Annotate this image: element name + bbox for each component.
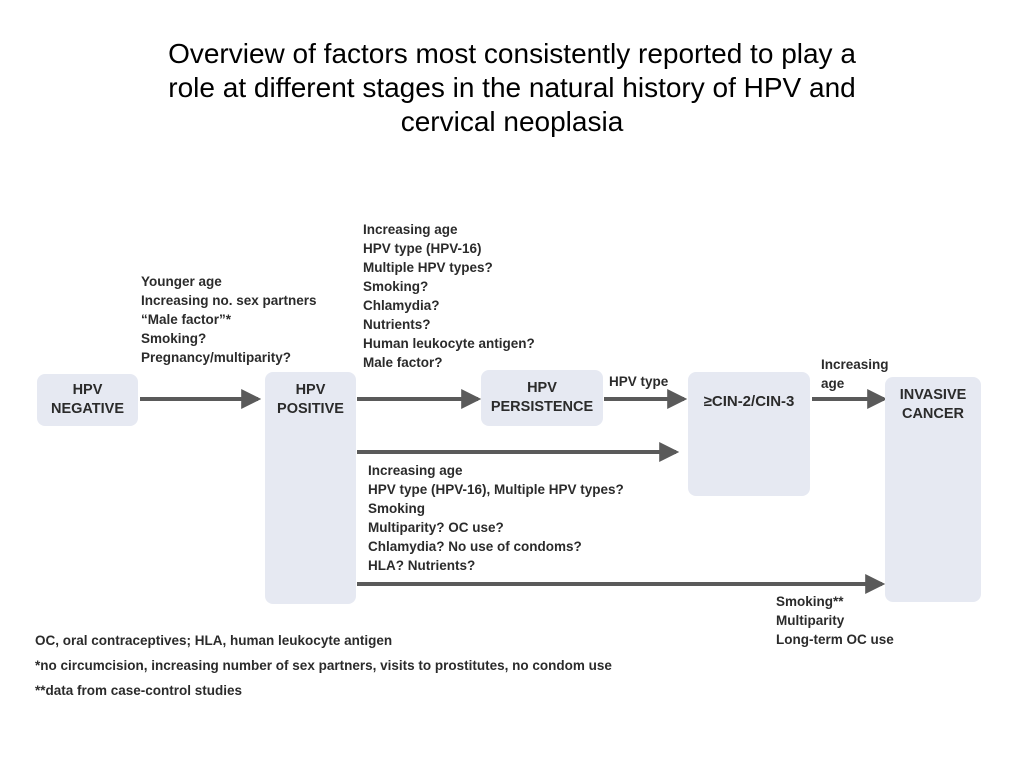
box-invasive-cancer-line-1: INVASIVE — [899, 387, 967, 403]
factor-item: Long-term OC use — [776, 632, 894, 647]
factors-persistence-to-cin — [609, 372, 668, 391]
title-line-2: role at different stages in the natural history of HPV and — [168, 72, 856, 103]
factor-item: age — [821, 376, 845, 391]
box-hpv-positive-line-1: HPV — [295, 382, 326, 398]
factor-item: Human leukocyte antigen? — [363, 336, 535, 351]
factor-item: Smoking? — [363, 279, 429, 294]
factors-positive-to-persistence — [363, 220, 535, 372]
factor-item: Smoking** — [776, 594, 844, 609]
footnote-abbreviations: OC, oral contraceptives; HLA, human leukocyte antigen — [35, 633, 393, 648]
box-invasive-cancer — [885, 377, 981, 602]
title-line-1: Overview of factors most consistently reported to play a — [168, 38, 856, 69]
factor-item: HLA? Nutrients? — [368, 558, 476, 573]
box-hpv-persistence-line-2: PERSISTENCE — [490, 399, 594, 415]
factors-cin-to-cancer — [821, 355, 889, 393]
factor-item: Increasing age — [363, 222, 458, 237]
factor-item: Multiparity — [776, 613, 845, 628]
factor-item: Smoking — [368, 501, 426, 516]
factor-item: “Male factor”* — [141, 312, 232, 327]
box-hpv-positive — [265, 372, 356, 604]
box-invasive-cancer-line-2: CANCER — [901, 406, 965, 422]
factor-item: Male factor? — [363, 355, 443, 370]
box-hpv-negative-line-2: NEGATIVE — [50, 401, 125, 417]
factor-item: Pregnancy/multiparity? — [141, 350, 292, 365]
factor-item: Nutrients? — [363, 317, 431, 332]
factor-item: Increasing age — [368, 463, 463, 478]
factor-item: HPV type — [609, 374, 669, 389]
factor-item: Multiple HPV types? — [363, 260, 493, 275]
factors-positive-to-cancer — [776, 592, 894, 649]
box-cin — [688, 372, 810, 496]
box-hpv-negative-line-1: HPV — [72, 382, 103, 398]
factor-item: Smoking? — [141, 331, 207, 346]
factor-item: Increasing — [821, 357, 889, 372]
title-line-3: cervical neoplasia — [400, 106, 624, 137]
box-hpv-persistence — [481, 370, 603, 426]
box-hpv-negative — [37, 374, 138, 426]
footnote-case-control: **data from case-control studies — [35, 683, 243, 698]
factor-item: Increasing no. sex partners — [141, 293, 317, 308]
factors-positive-to-cin — [368, 461, 624, 575]
footnote-male-factor: *no circumcision, increasing number of sex partners, visits to prostitutes, no condom use — [35, 658, 612, 673]
factor-item: HPV type (HPV-16), Multiple HPV types? — [368, 482, 624, 497]
box-hpv-persistence-line-1: HPV — [527, 380, 557, 396]
factor-item: Chlamydia? No use of condoms? — [368, 539, 582, 554]
factors-negative-to-positive — [141, 272, 317, 367]
factor-item: Chlamydia? — [363, 298, 440, 313]
box-hpv-positive-line-2: POSITIVE — [277, 401, 344, 417]
factor-item: Multiparity? OC use? — [368, 520, 504, 535]
factor-item: Younger age — [141, 274, 222, 289]
factor-item: HPV type (HPV-16) — [363, 241, 482, 256]
box-cin-label: ≥CIN-2/CIN-3 — [703, 393, 795, 410]
footnotes — [35, 628, 612, 703]
